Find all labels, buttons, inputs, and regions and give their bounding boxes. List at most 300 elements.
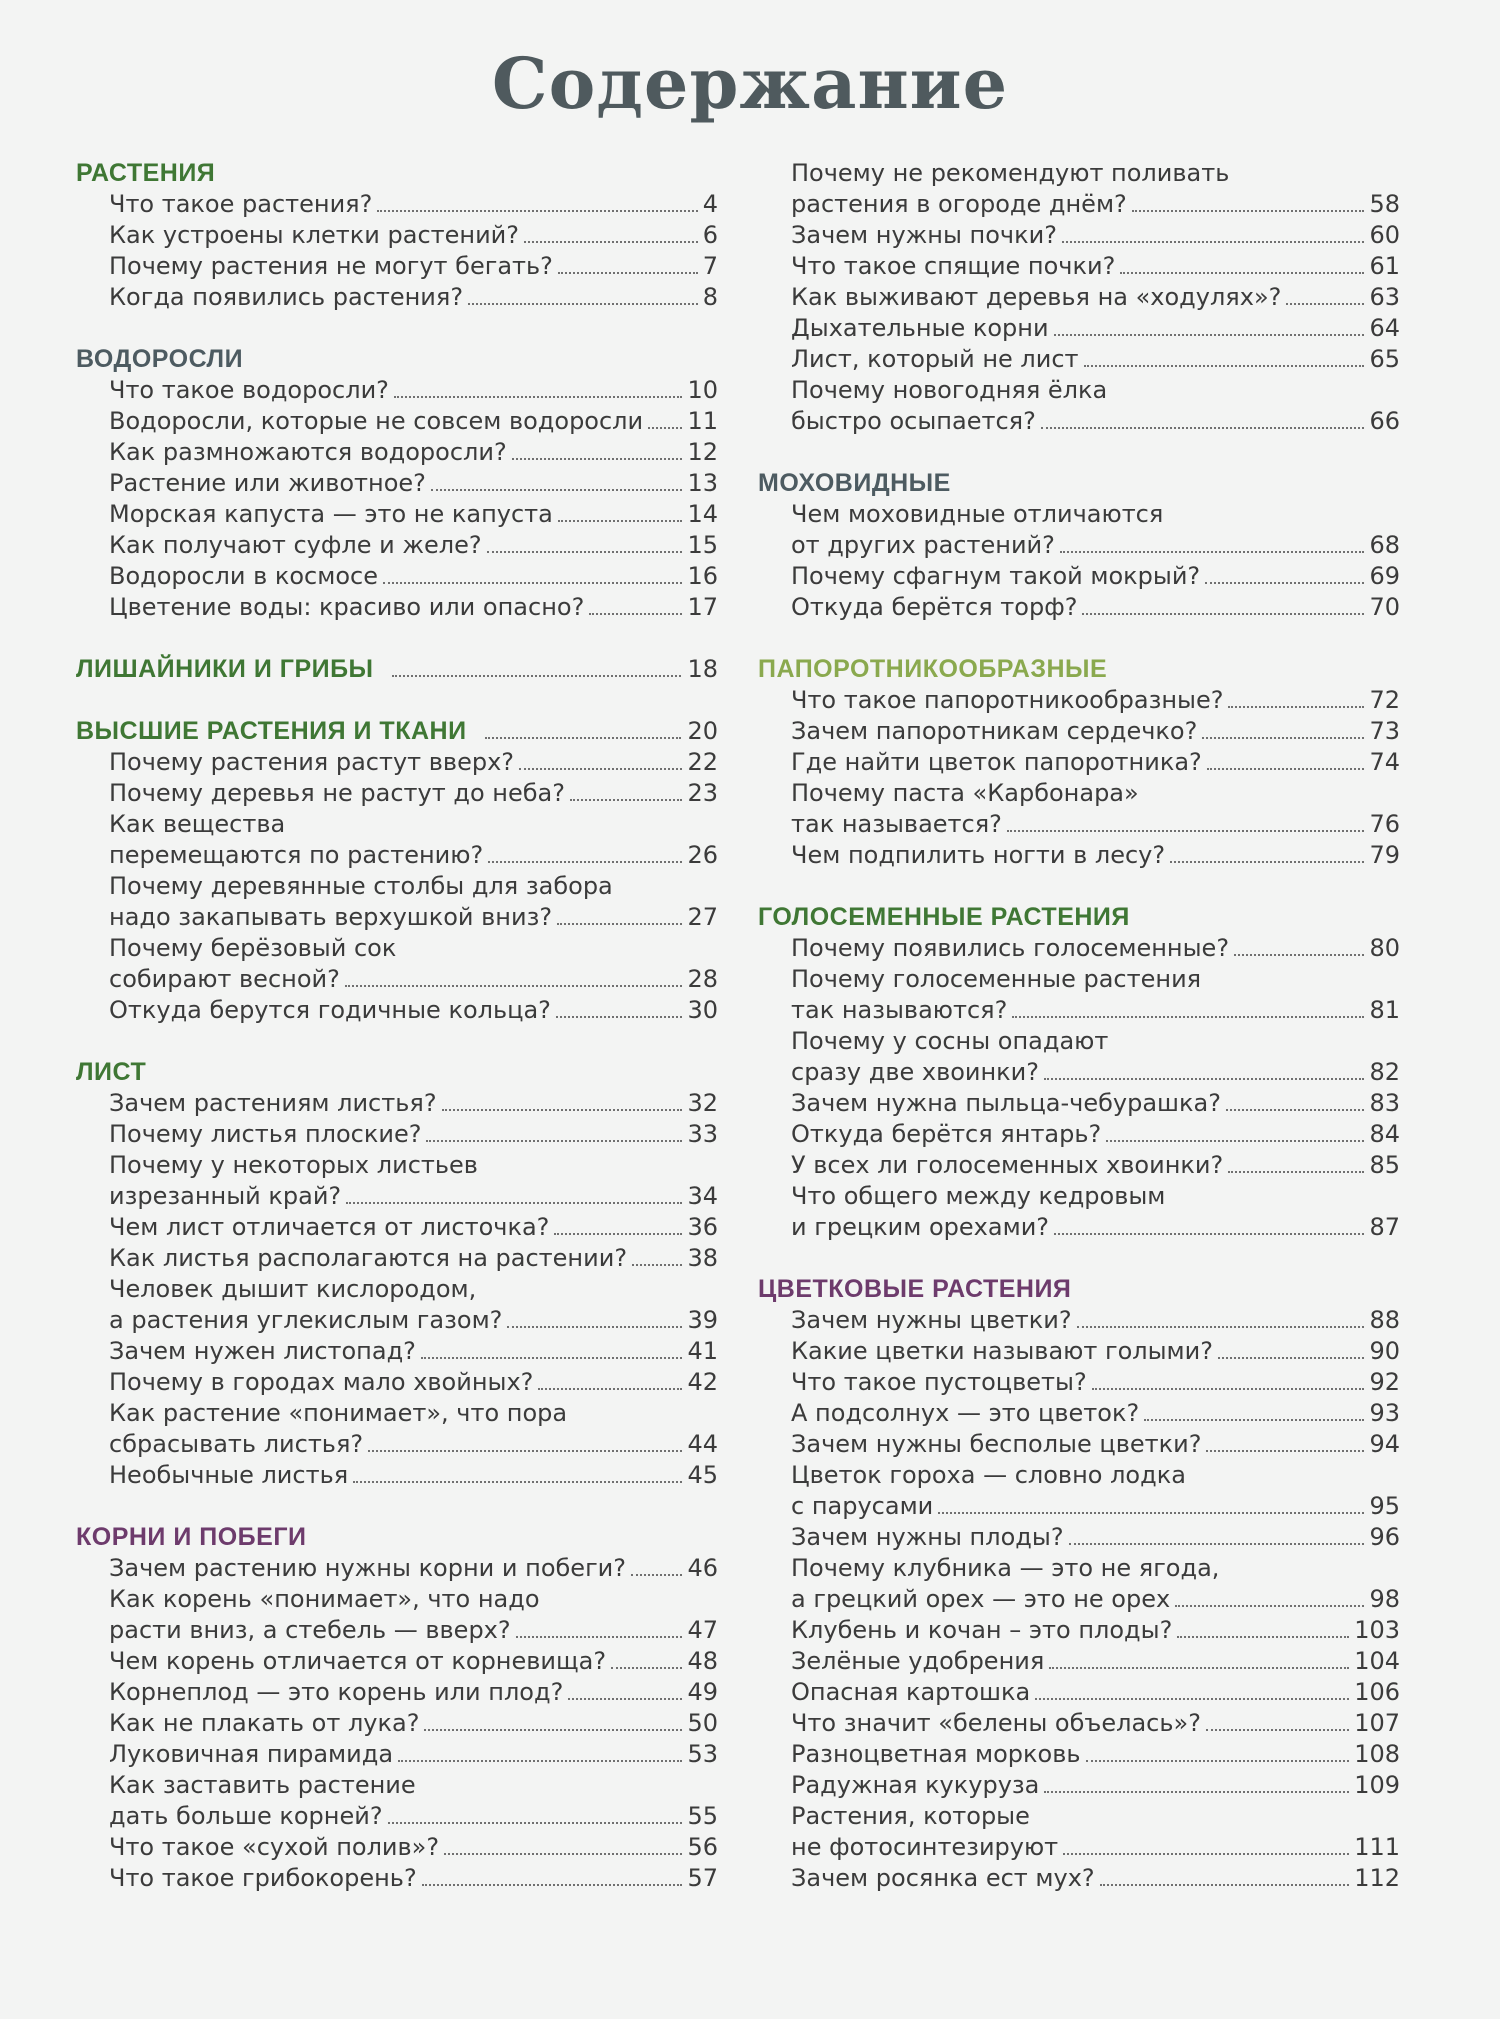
entry-title: Как листья располагаются на растении? — [109, 1244, 628, 1272]
section-title: ПАПОРОТНИКООБРАЗНЫЕ — [758, 655, 1108, 683]
page-number: 15 — [687, 531, 718, 559]
dot-leader — [519, 767, 682, 770]
toc-entry[interactable] — [758, 1739, 1400, 1770]
page-number: 12 — [687, 438, 718, 466]
page-number: 76 — [1369, 810, 1400, 838]
dot-leader — [346, 1201, 682, 1204]
dot-leader — [1170, 860, 1364, 863]
toc-entry[interactable] — [758, 1367, 1400, 1398]
toc-entry[interactable] — [758, 561, 1400, 592]
section-title: РАСТЕНИЯ — [76, 159, 216, 187]
entry-title-line[interactable]: Почему у некоторых листьев — [109, 1151, 478, 1179]
section-heading-entry[interactable] — [76, 716, 718, 747]
entry-title-line[interactable]: Цветок гороха — словно лодка — [791, 1461, 1186, 1489]
toc-entry[interactable] — [76, 1863, 718, 1894]
dot-leader — [1092, 1387, 1365, 1390]
entry-title: Как получают суфле и желе? — [109, 531, 482, 559]
page-number: 45 — [687, 1461, 718, 1489]
toc-entry[interactable] — [758, 1088, 1400, 1119]
page-number: 41 — [687, 1337, 718, 1365]
dot-leader — [1106, 1139, 1364, 1142]
toc-entry[interactable] — [76, 251, 718, 282]
toc-entry[interactable] — [76, 1832, 718, 1863]
toc-entry[interactable] — [76, 747, 718, 778]
section-title: КОРНИ И ПОБЕГИ — [76, 1523, 307, 1551]
dot-leader — [1084, 364, 1365, 367]
entry-title: перемещаются по растению? — [109, 841, 484, 869]
entry-title: Зачем нужны цветки? — [791, 1306, 1072, 1334]
dot-leader — [1063, 1852, 1349, 1855]
toc-entry[interactable] — [76, 1243, 718, 1274]
dot-leader — [507, 1325, 682, 1328]
dot-leader — [353, 1480, 682, 1483]
entry-title: Как выживают деревья на «ходулях»? — [791, 283, 1282, 311]
page-number: 98 — [1369, 1585, 1400, 1613]
toc-entry[interactable] — [76, 840, 718, 871]
toc-entry[interactable] — [758, 1336, 1400, 1367]
page-number: 70 — [1369, 593, 1400, 621]
dot-leader — [1234, 953, 1364, 956]
page-number: 109 — [1354, 1771, 1400, 1799]
entry-title: дать больше корней? — [109, 1802, 383, 1830]
dot-leader — [558, 519, 683, 522]
dot-leader — [442, 1108, 683, 1111]
entry-title-line[interactable]: Что общего между кедровым — [791, 1182, 1166, 1210]
page-number: 93 — [1369, 1399, 1400, 1427]
page-number: 46 — [687, 1554, 718, 1582]
dot-leader — [1012, 1015, 1364, 1018]
entry-title: Что такое грибокорень? — [109, 1864, 417, 1892]
dot-leader — [1177, 1635, 1349, 1638]
entry-title: от других растений? — [791, 531, 1055, 559]
entry-title: А подсолнух — это цветок? — [791, 1399, 1140, 1427]
toc-entry[interactable] — [76, 592, 718, 623]
entry-title: Зачем нужны плоды? — [791, 1523, 1064, 1551]
entry-title: Водоросли, которые не совсем водоросли — [109, 407, 644, 435]
entry-title-line[interactable]: Как вещества — [109, 810, 286, 838]
toc-entry[interactable] — [76, 1553, 718, 1584]
page-number: 10 — [687, 376, 718, 404]
page-number: 64 — [1369, 314, 1400, 342]
page-number: 58 — [1369, 190, 1400, 218]
dot-leader — [1044, 1077, 1364, 1080]
toc-entry[interactable] — [758, 1584, 1400, 1615]
toc-entry[interactable] — [758, 685, 1400, 716]
dot-leader — [1100, 1883, 1350, 1886]
page-number: 33 — [687, 1120, 718, 1148]
entry-title-line[interactable]: Почему не рекомендуют поливать — [791, 159, 1230, 187]
page-number: 39 — [687, 1306, 718, 1334]
page-number: 60 — [1369, 221, 1400, 249]
dot-leader — [1049, 1666, 1349, 1669]
page-number: 106 — [1354, 1678, 1400, 1706]
page-number: 30 — [687, 996, 718, 1024]
page-number: 55 — [687, 1802, 718, 1830]
dot-leader — [1205, 581, 1364, 584]
entry-title: Корнеплод — это корень или плод? — [109, 1678, 564, 1706]
page-number: 32 — [687, 1089, 718, 1117]
entry-title: Зелёные удобрения — [791, 1647, 1045, 1675]
toc-entry[interactable] — [758, 1646, 1400, 1677]
page-number: 63 — [1369, 283, 1400, 311]
entry-title: быстро осыпается? — [791, 407, 1036, 435]
entry-title: Зачем росянка ест мух? — [791, 1864, 1095, 1892]
toc-entry[interactable] — [758, 220, 1400, 251]
entry-title-line[interactable]: Растения, которые — [791, 1802, 1030, 1830]
page-number: 57 — [687, 1864, 718, 1892]
page-number: 17 — [687, 593, 718, 621]
toc-entry[interactable] — [76, 1615, 718, 1646]
section-list — [76, 1057, 718, 1491]
page-number: 107 — [1354, 1709, 1400, 1737]
toc-entry[interactable] — [758, 1057, 1400, 1088]
dot-leader — [538, 1387, 682, 1390]
toc-entry[interactable] — [758, 189, 1400, 220]
page-number: 80 — [1369, 934, 1400, 962]
entry-title: Откуда берётся торф? — [791, 593, 1078, 621]
toc-entry[interactable] — [758, 1615, 1400, 1646]
entry-title: Опасная картошка — [791, 1678, 1031, 1706]
entry-title: Клубень и кочан – это плоды? — [791, 1616, 1173, 1644]
toc-entry[interactable] — [758, 1770, 1400, 1801]
toc-entry[interactable] — [76, 1305, 718, 1336]
toc-entry[interactable] — [76, 1212, 718, 1243]
page-number: 8 — [702, 283, 718, 311]
dot-leader — [1060, 550, 1365, 553]
entry-title: Морская капуста — это не капуста — [109, 500, 553, 528]
toc-entry[interactable] — [758, 809, 1400, 840]
dot-leader — [1206, 1449, 1364, 1452]
entry-title: не фотосинтезируют — [791, 1833, 1059, 1861]
entry-title: Откуда берётся янтарь? — [791, 1120, 1102, 1148]
toc-entry[interactable] — [76, 282, 718, 313]
section-vysshie — [76, 716, 718, 1026]
toc-entry[interactable] — [76, 1739, 718, 1770]
page-number: 94 — [1369, 1430, 1400, 1458]
toc-entry[interactable] — [758, 1832, 1400, 1863]
entry-title: с парусами — [791, 1492, 934, 1520]
entry-title: Разноцветная морковь — [791, 1740, 1081, 1768]
dot-leader — [589, 612, 682, 615]
toc-entry[interactable] — [76, 1367, 718, 1398]
toc-entry[interactable] — [758, 1677, 1400, 1708]
dot-leader — [444, 1852, 682, 1855]
page-number: 87 — [1369, 1213, 1400, 1241]
dot-leader — [1044, 1790, 1349, 1793]
toc-entry[interactable] — [76, 499, 718, 530]
dot-leader — [421, 1356, 683, 1359]
dot-leader — [383, 581, 682, 584]
page-number: 104 — [1354, 1647, 1400, 1675]
entry-title: изрезанный край? — [109, 1182, 342, 1210]
toc-entry[interactable] — [758, 995, 1400, 1026]
section-vodorosli — [76, 344, 718, 623]
page-number: 49 — [687, 1678, 718, 1706]
left-column — [76, 158, 718, 1925]
page-number: 28 — [687, 965, 718, 993]
entry-title: Почему растения не могут бегать? — [109, 252, 553, 280]
page-number: 11 — [687, 407, 718, 435]
dot-leader — [1228, 1170, 1364, 1173]
toc-entry[interactable] — [758, 344, 1400, 375]
dot-leader — [488, 860, 682, 863]
toc-entry[interactable] — [758, 1150, 1400, 1181]
entry-title-line[interactable]: Как заставить растение — [109, 1771, 416, 1799]
entry-title: Как размножаются водоросли? — [109, 438, 507, 466]
entry-title-line[interactable]: Как растение «понимает», что пора — [109, 1399, 568, 1427]
page-number: 103 — [1354, 1616, 1400, 1644]
toc-entry[interactable] — [758, 747, 1400, 778]
entry-title-line[interactable]: Человек дышит кислородом, — [109, 1275, 477, 1303]
entry-title: Что такое водоросли? — [109, 376, 389, 404]
entry-title: Что такое папоротникообразные? — [791, 686, 1224, 714]
entry-title: Зачем нужна пыльца-чебурашка? — [791, 1089, 1221, 1117]
entry-title-line[interactable]: Почему новогодняя ёлка — [791, 376, 1108, 404]
right-column — [758, 158, 1400, 1925]
page-number: 69 — [1369, 562, 1400, 590]
dot-leader — [516, 1635, 683, 1638]
toc-entry[interactable] — [758, 251, 1400, 282]
entry-title: Как не плакать от лука? — [109, 1709, 420, 1737]
page-number: 73 — [1369, 717, 1400, 745]
entry-title: Дыхательные корни — [791, 314, 1049, 342]
dot-leader — [1069, 1542, 1365, 1545]
toc-entry[interactable] — [758, 1491, 1400, 1522]
dot-leader — [487, 550, 683, 553]
page-number: 85 — [1369, 1151, 1400, 1179]
entry-title: Что такое «сухой полив»? — [109, 1833, 440, 1861]
page-number: 81 — [1369, 996, 1400, 1024]
page-number: 74 — [1369, 748, 1400, 776]
entry-title: Когда появились растения? — [109, 283, 464, 311]
toc-entry[interactable] — [76, 964, 718, 995]
entry-title: Чем подпилить ногти в лесу? — [791, 841, 1166, 869]
dot-leader — [1226, 1108, 1365, 1111]
toc-entry[interactable] — [76, 1801, 718, 1832]
dot-leader — [1035, 1697, 1349, 1700]
section-rasteniya — [76, 158, 718, 313]
toc-entry[interactable] — [758, 406, 1400, 437]
dot-leader — [512, 457, 683, 460]
page-number: 23 — [687, 779, 718, 807]
toc-entry[interactable] — [76, 1429, 718, 1460]
section-korni — [76, 1522, 718, 1894]
section-title: ГОЛОСЕМЕННЫЕ РАСТЕНИЯ — [758, 903, 1130, 931]
dot-leader — [556, 1015, 683, 1018]
entry-title: Что такое растения? — [109, 190, 373, 218]
entry-title: Необычные листья — [109, 1461, 349, 1489]
entry-title: Радужная кукуруза — [791, 1771, 1040, 1799]
toc-entry[interactable] — [758, 1708, 1400, 1739]
page-number: 14 — [687, 500, 718, 528]
section-korni-continued — [758, 158, 1400, 437]
dot-leader — [1218, 1356, 1364, 1359]
dot-leader — [568, 1697, 682, 1700]
entry-title: Почему сфагнум такой мокрый? — [791, 562, 1201, 590]
dot-leader — [368, 1449, 682, 1452]
page-number: 90 — [1369, 1337, 1400, 1365]
dot-leader — [1207, 767, 1365, 770]
dot-leader — [1041, 426, 1365, 429]
section-title: ЛИШАЙНИКИ И ГРИБЫ — [76, 655, 374, 683]
section-golosemennye — [758, 902, 1400, 1243]
dot-leader — [431, 488, 683, 491]
dot-leader — [468, 302, 698, 305]
entry-title: Зачем растению нужны корни и побеги? — [109, 1554, 627, 1582]
entry-title: Зачем нужен листопад? — [109, 1337, 416, 1365]
dot-leader — [1175, 1604, 1364, 1607]
dot-leader — [1077, 1325, 1365, 1328]
dot-leader — [1054, 333, 1365, 336]
toc-entry[interactable] — [76, 1119, 718, 1150]
dot-leader — [392, 674, 682, 677]
toc-entry[interactable] — [758, 1522, 1400, 1553]
section-lishayniki — [76, 654, 718, 685]
entry-title-line[interactable]: Почему берёзовый сок — [109, 934, 397, 962]
entry-title: Почему растения растут вверх? — [109, 748, 515, 776]
dot-leader — [388, 1821, 683, 1824]
entry-title: Зачем нужны бесполые цветки? — [791, 1430, 1202, 1458]
dot-leader — [648, 426, 682, 429]
toc-entry[interactable] — [758, 282, 1400, 313]
toc-entry[interactable] — [758, 1429, 1400, 1460]
section-mohovidnye — [758, 468, 1400, 623]
toc-entry[interactable] — [758, 1863, 1400, 1894]
dot-leader — [485, 736, 682, 739]
toc-entry[interactable] — [76, 189, 718, 220]
dot-leader — [1007, 829, 1365, 832]
toc-entry[interactable] — [76, 561, 718, 592]
section-title: ВОДОРОСЛИ — [76, 345, 244, 373]
dot-leader — [1206, 1728, 1349, 1731]
dot-leader — [570, 798, 683, 801]
page-number: 42 — [687, 1368, 718, 1396]
entry-title-line[interactable]: Почему голосеменные растения — [791, 965, 1202, 993]
toc-entry[interactable] — [76, 1088, 718, 1119]
entry-title: сбрасывать листья? — [109, 1430, 364, 1458]
entry-title: Чем корень отличается от корневища? — [109, 1647, 607, 1675]
dot-leader — [1132, 209, 1365, 212]
toc-entry[interactable] — [76, 375, 718, 406]
entry-title: Лист, который не лист — [791, 345, 1079, 373]
entry-title: Что такое пустоцветы? — [791, 1368, 1087, 1396]
section-title: ЦВЕТКОВЫЕ РАСТЕНИЯ — [758, 1275, 1072, 1303]
toc-entry[interactable] — [76, 406, 718, 437]
dot-leader — [377, 209, 697, 212]
page-number: 92 — [1369, 1368, 1400, 1396]
toc-entry[interactable] — [758, 716, 1400, 747]
entry-title: сразу две хвоинки? — [791, 1058, 1040, 1086]
page-number: 38 — [687, 1244, 718, 1272]
toc-entry[interactable] — [76, 468, 718, 499]
page-number: 26 — [687, 841, 718, 869]
dot-leader — [632, 1263, 682, 1266]
entry-title: Откуда берутся годичные кольца? — [109, 996, 551, 1024]
entry-title: Водоросли в космосе — [109, 562, 379, 590]
entry-title: Почему в городах мало хвойных? — [109, 1368, 534, 1396]
page-number: 4 — [702, 190, 718, 218]
entry-title-line[interactable]: Почему у сосны опадают — [791, 1027, 1109, 1055]
toc-entry[interactable] — [758, 313, 1400, 344]
toc-entry[interactable] — [76, 1181, 718, 1212]
entry-title: Луковичная пирамида — [109, 1740, 394, 1768]
dot-leader — [1120, 271, 1364, 274]
entry-title-line[interactable]: Почему клубника — это не ягода, — [791, 1554, 1220, 1582]
toc-entry[interactable] — [76, 1646, 718, 1677]
page-number: 18 — [687, 655, 718, 683]
dot-leader — [1228, 705, 1364, 708]
dot-leader — [1082, 612, 1364, 615]
dot-leader — [424, 1728, 682, 1731]
toc-entry[interactable] — [76, 995, 718, 1026]
page-number: 27 — [687, 903, 718, 931]
dot-leader — [398, 1759, 682, 1762]
page-number: 13 — [687, 469, 718, 497]
dot-leader — [558, 271, 698, 274]
dot-leader — [1086, 1759, 1350, 1762]
page-number: 108 — [1354, 1740, 1400, 1768]
toc-entry[interactable] — [76, 1677, 718, 1708]
page-number: 95 — [1369, 1492, 1400, 1520]
entry-title-line[interactable]: Чем моховидные отличаются — [791, 500, 1164, 528]
toc-entry[interactable] — [758, 1398, 1400, 1429]
entry-title: Где найти цветок папоротника? — [791, 748, 1202, 776]
toc-entry[interactable] — [76, 778, 718, 809]
entry-title: и грецким орехами? — [791, 1213, 1050, 1241]
toc-entry[interactable] — [758, 1305, 1400, 1336]
page-number: 66 — [1369, 407, 1400, 435]
page-number: 6 — [702, 221, 718, 249]
entry-title: надо закапывать верхушкой вниз? — [109, 903, 553, 931]
toc-entry[interactable] — [76, 220, 718, 251]
section-heading-entry[interactable] — [76, 654, 718, 685]
toc-entry[interactable] — [758, 530, 1400, 561]
page-number: 111 — [1354, 1833, 1400, 1861]
toc-entry[interactable] — [76, 437, 718, 468]
page-number: 68 — [1369, 531, 1400, 559]
toc-entry[interactable] — [758, 933, 1400, 964]
toc-entry[interactable] — [76, 1460, 718, 1491]
dot-leader — [611, 1666, 682, 1669]
toc-entry[interactable] — [76, 1336, 718, 1367]
entry-title-line[interactable]: Как корень «понимает», что надо — [109, 1585, 540, 1613]
entry-title: Почему появились голосеменные? — [791, 934, 1230, 962]
entry-title-line[interactable]: Почему паста «Карбонара» — [791, 779, 1139, 807]
dot-leader — [394, 395, 683, 398]
toc-entry[interactable] — [76, 902, 718, 933]
entry-title-line[interactable]: Почему деревянные столбы для забора — [109, 872, 613, 900]
dot-leader — [426, 1139, 682, 1142]
toc-entry[interactable] — [76, 1708, 718, 1739]
dot-leader — [524, 240, 698, 243]
dot-leader — [1202, 736, 1364, 739]
page-number: 79 — [1369, 841, 1400, 869]
page-number: 65 — [1369, 345, 1400, 373]
entry-title: расти вниз, а стебель — вверх? — [109, 1616, 511, 1644]
entry-title: собирают весной? — [109, 965, 340, 993]
dot-leader — [422, 1883, 683, 1886]
dot-leader — [1054, 1232, 1364, 1235]
toc-entry[interactable] — [758, 592, 1400, 623]
entry-title: а грецкий орех — это не орех — [791, 1585, 1171, 1613]
entry-title: Зачем растениям листья? — [109, 1089, 437, 1117]
dot-leader — [1062, 240, 1365, 243]
toc-entry[interactable] — [758, 1212, 1400, 1243]
section-tsvetkovye — [758, 1274, 1400, 1894]
toc-entry[interactable] — [758, 840, 1400, 871]
toc-entry[interactable] — [758, 1119, 1400, 1150]
toc-entry[interactable] — [76, 530, 718, 561]
